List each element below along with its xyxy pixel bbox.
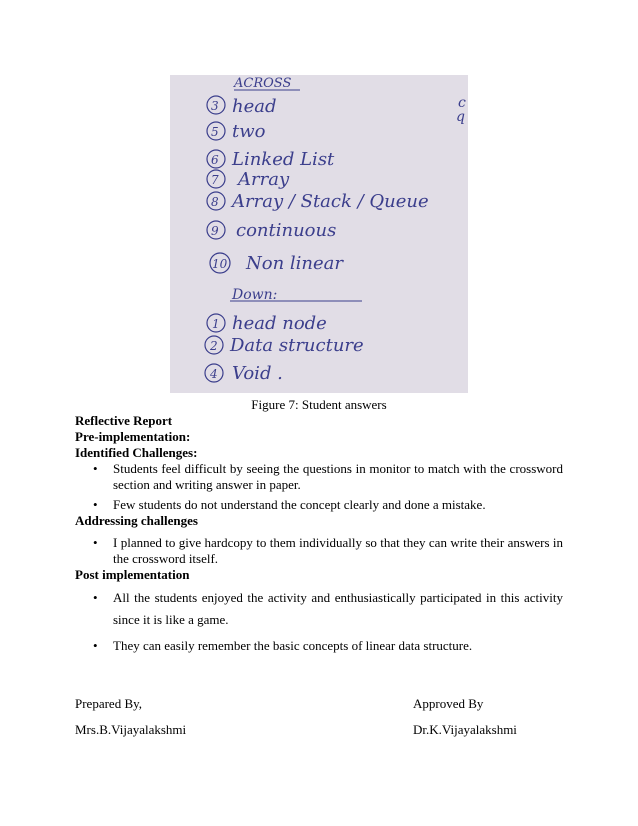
pre-implementation-heading: Pre-implementation:: [75, 429, 191, 444]
list-item: • I planned to give hardcopy to them individually so that they can write their answers in the crossword itself.: [113, 535, 563, 567]
svg-text:head node: head node: [232, 313, 327, 334]
svg-text:1: 1: [212, 317, 220, 331]
svg-text:two: two: [232, 121, 266, 142]
challenges-list: [75, 461, 563, 513]
svg-text:Non linear: Non linear: [246, 253, 343, 274]
svg-text:q: q: [456, 109, 465, 125]
svg-text:head: head: [232, 96, 277, 117]
addressing-heading: Addressing challenges: [75, 513, 198, 528]
svg-text:9: 9: [211, 224, 219, 238]
approved-by-label: Approved By: [413, 696, 484, 711]
svg-text:continuous: continuous: [236, 220, 337, 241]
svg-text:6: 6: [211, 153, 219, 167]
challenges-heading: Identified Challenges:: [75, 445, 198, 460]
svg-text:10: 10: [212, 257, 228, 271]
list-item: • All the students enjoyed the activity and enthusiastically participated in this activity since it is like a game.: [113, 587, 563, 631]
svg-text:7: 7: [211, 173, 219, 187]
across-item: [207, 191, 429, 212]
across-header: ACROSS: [234, 76, 292, 91]
down-header: Down:: [232, 287, 278, 303]
svg-text:Data structure: Data structure: [230, 335, 364, 356]
list-item: • Students feel difficult by seeing the questions in monitor to match with the crossword section and writing answer in paper.: [113, 461, 563, 493]
approved-by-name: Dr.K.Vijayalakshmi: [413, 722, 517, 737]
svg-text:8: 8: [211, 195, 219, 209]
list-item: • They can easily remember the basic concepts of linear data structure.: [113, 635, 563, 657]
svg-text:5: 5: [211, 125, 219, 139]
svg-text:3: 3: [211, 99, 219, 113]
svg-text:Array / Stack / Queue: Array / Stack / Queue: [232, 191, 429, 212]
list-item: • Few students do not understand the concept clearly and done a mistake.: [113, 497, 563, 513]
svg-text:4: 4: [210, 367, 218, 381]
svg-text:Void .: Void .: [232, 363, 283, 384]
student-answers-photo: [170, 75, 468, 393]
addressing-list: [75, 535, 563, 567]
report-title: Reflective Report: [75, 413, 173, 428]
figure-caption: Figure 7: Student answers: [251, 397, 387, 412]
svg-text:2: 2: [210, 339, 218, 353]
across-item: [207, 121, 266, 142]
reflective-report: [75, 413, 563, 661]
down-item: [205, 363, 283, 384]
prepared-by-name: Mrs.B.Vijayalakshmi: [75, 722, 187, 737]
handwriting-svg: [170, 75, 468, 393]
svg-text:Array: Array: [238, 169, 290, 190]
prepared-by-label: Prepared By,: [75, 696, 143, 711]
svg-text:c: c: [458, 95, 466, 111]
across-item: [207, 96, 277, 117]
post-implementation-heading: Post implementation: [75, 567, 190, 582]
svg-text:Linked List: Linked List: [232, 149, 335, 170]
post-list: [75, 587, 563, 657]
